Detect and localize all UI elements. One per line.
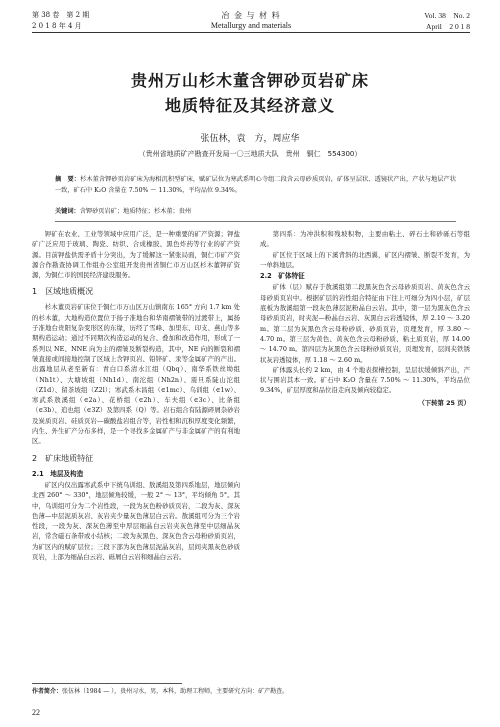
title-line-1: 贵州万山杉木董含钾砂页岩矿床: [130, 71, 369, 90]
date-en: April 2 0 1 8: [426, 22, 470, 31]
section-1-heading: 1 区域地质概况: [32, 287, 94, 297]
footnote-text: 张伍林（1984 — ），贵州习水，男，本科，助理工程师，主要研究方向：矿产勘查。: [62, 688, 289, 695]
abstract-text: 杉木董含钾砂页岩矿床为海相沉积型矿床，赋矿层位为寒武系明心寺组二段含云母砂质页岩，矿体呈层状、透镜状产出，产状与地层产状一致，矿石中 K₂O 含量在 7.50% ～ 11.30%，平均品位 9.34%。: [55, 176, 457, 194]
section-2-2-paragraph: 矿体（层）赋存于敖溪组第二段黑灰色含云母砂质页岩、黄灰色含云母砂质页岩中。根据矿层的岩性组合特征由下往上可细分为四小层，矿层底板为敖溪组第一段灰色薄层泥粉晶白云岩。其中，第一层为黑灰色含云母砂质页岩，时夹泥—粉晶白云岩、灰黑白云岩透镜体，厚 2.10 ～ 3.20 m。第二层为灰黑色含云母粉砂质、砂质页岩，页理发育，厚 3.80 ～ 4.70 m。第三层为黄色、黄灰色含云母粉砂质、粘土质页岩，厚 14.00 ～ 14.70 m。第四层为灰黑色含云母粉砂质页岩，页理发育，层间夹铁锈状灰岩透镜体，厚 1.18 ～ 2.60 m。: [260, 283, 470, 364]
footnote-label: 作者简介：: [32, 688, 63, 695]
section-2-1-paragraph-2: 第四系：为冲洪积和残坡积物，主要由粘土、碎石土和砂砾石等组成。: [260, 230, 470, 249]
abstract-divider: [55, 221, 456, 222]
author-list: 张伍林，袁 方，周应华: [200, 134, 300, 144]
section-2-1-paragraph-3: 矿区位于区域上的下溪背斜的北西翼，矿区内褶皱、断裂不发育，为一单斜地层。: [260, 250, 470, 269]
section-2-1-paragraph: 矿区内仅出露寒武系中下统乌训组、敖溪组及第四系地层，地层倾向北西 260° ～ 330°，地层倾角较缓，一般 2° ～ 13°，平均倾角 5°。其中，乌训组可分为二个岩性段，一段为灰色粉砂质页岩，二段为灰、深灰色薄—中层泥质灰岩、灰岩夹少量灰色薄层白云岩。敖溪组可分为三个岩性段，一段为灰、深灰色薄至中厚层细晶白云岩夹灰色薄至中层细晶灰岩，常含磁石条带或小结核；二段为灰黑色、深灰色含云母粉砂质页岩，为矿区内的赋矿层位；三段下部为灰色薄层泥晶灰岩，层间夹黑灰色砂质页岩，上部为细晶白云岩、砾屑白云岩和细晶白云岩。: [32, 480, 240, 562]
header-divider: [32, 32, 470, 33]
section-2-1-heading: 2.1 地层及构造: [32, 469, 84, 478]
volume-issue-en: Vol. 38 No. 2: [424, 11, 470, 20]
section-2-2-paragraph-2: 矿体露头长约 2 km，由 4 个地表探槽控制，呈层状缓倾斜产出，产状与围岩其本一致。矿石中 K₂O 含量在 7.50% ～ 11.30%，平均品位 9.34%，矿层厚度和品位沿走向及倾向较稳定。: [260, 365, 470, 395]
left-column: [32, 229, 240, 562]
intro-paragraph: 钾矿在农业、工业等领域中应用广泛，是一种重要的矿产资源；钾盐矿广泛应用于玻璃、陶瓷、纺织、合成橡胶、黑色炸药等行业的矿产资源。目前钾盐供需矛盾十分突出，为了缓解这一紧张局面，铜仁市矿产资源合作勘查协调工作组办公室组开发贵州省铜仁市万山区杉木董钾矿资源，为铜仁市的国民经济建设服务。: [32, 230, 240, 280]
journal-name-cn: 冶 金 与 材 料: [221, 11, 281, 20]
continued-note: （下转第 25 页）: [418, 398, 470, 407]
right-column: [260, 229, 470, 408]
author-footnote: [32, 687, 470, 696]
date-cn: 2 0 1 8 年 4 月: [32, 22, 82, 30]
page-number: 22: [32, 708, 40, 717]
title-line-2: 地质特征及其经济意义: [164, 96, 335, 115]
keywords-text: 含钾砂页岩矿；地质特征；杉木董；贵州: [79, 208, 192, 215]
abstract-label: 摘 要：: [55, 176, 81, 183]
keywords-label: 关键词：: [55, 208, 80, 215]
paper-title: [40, 68, 460, 118]
footnote-divider: [32, 683, 182, 684]
keywords: [55, 207, 456, 218]
section-2-2-heading: 2.2 矿体特征: [260, 272, 305, 281]
affiliation: （贵州省地质矿产勘查开发局一〇三地质大队 贵州 铜仁 554300）: [138, 150, 362, 158]
journal-name-en: Metallurgy and materials: [210, 21, 292, 30]
section-1-paragraph: 杉木董页岩矿床位于铜仁市万山区万山镇南东 165° 方向 1.7 km 处的杉木董，大地构造位置位于扬子准地台和华南褶皱带的过渡带上，属扬子准地台贵阳复杂变形区的东缘，历经了雪峰、加里东、印支、燕山等多期构造运动；通过不同期次构造运动的复合、叠加和改造作用，形成了一系列以 NE、NNE 向为主的褶皱及断裂构造，其中，NE 向的断裂和褶皱直接或间接地控制了区域上含钾页岩、铅锌矿、汞等金属矿产的产出。出露地层从老至新有：青白口系清水江组（Qbq）、南华系铁丝坳组（Nh1t）、大塘坡组（Nh1d）、南沱组（Nh2n）、震旦系陡山沱组（Z1d）、留茶坡组（Z2l）；寒武系木昌组（∈1mc）、乌训组（∈1w）、寒武系敖溪组（∈2a）、花桥组（∈2h）、车夫组（∈3c）、比条组（∈3b）、追也组（∈3Z）及第四系（Q）等。岩石组合有陆源碎屑杂砂岩及炭质页岩、硅质页岩—碳酸盐岩组合等，岩性相和沉积厚度变化频繁，内生、外生矿产分布多样，是一个寻找多金属矿产与非金属矿产的有利地区。: [32, 303, 240, 446]
section-2-heading: 2 矿床地质特征: [32, 453, 94, 463]
volume-issue-cn: 第 38 卷 第 2 期: [32, 11, 90, 19]
abstract: [55, 175, 456, 196]
